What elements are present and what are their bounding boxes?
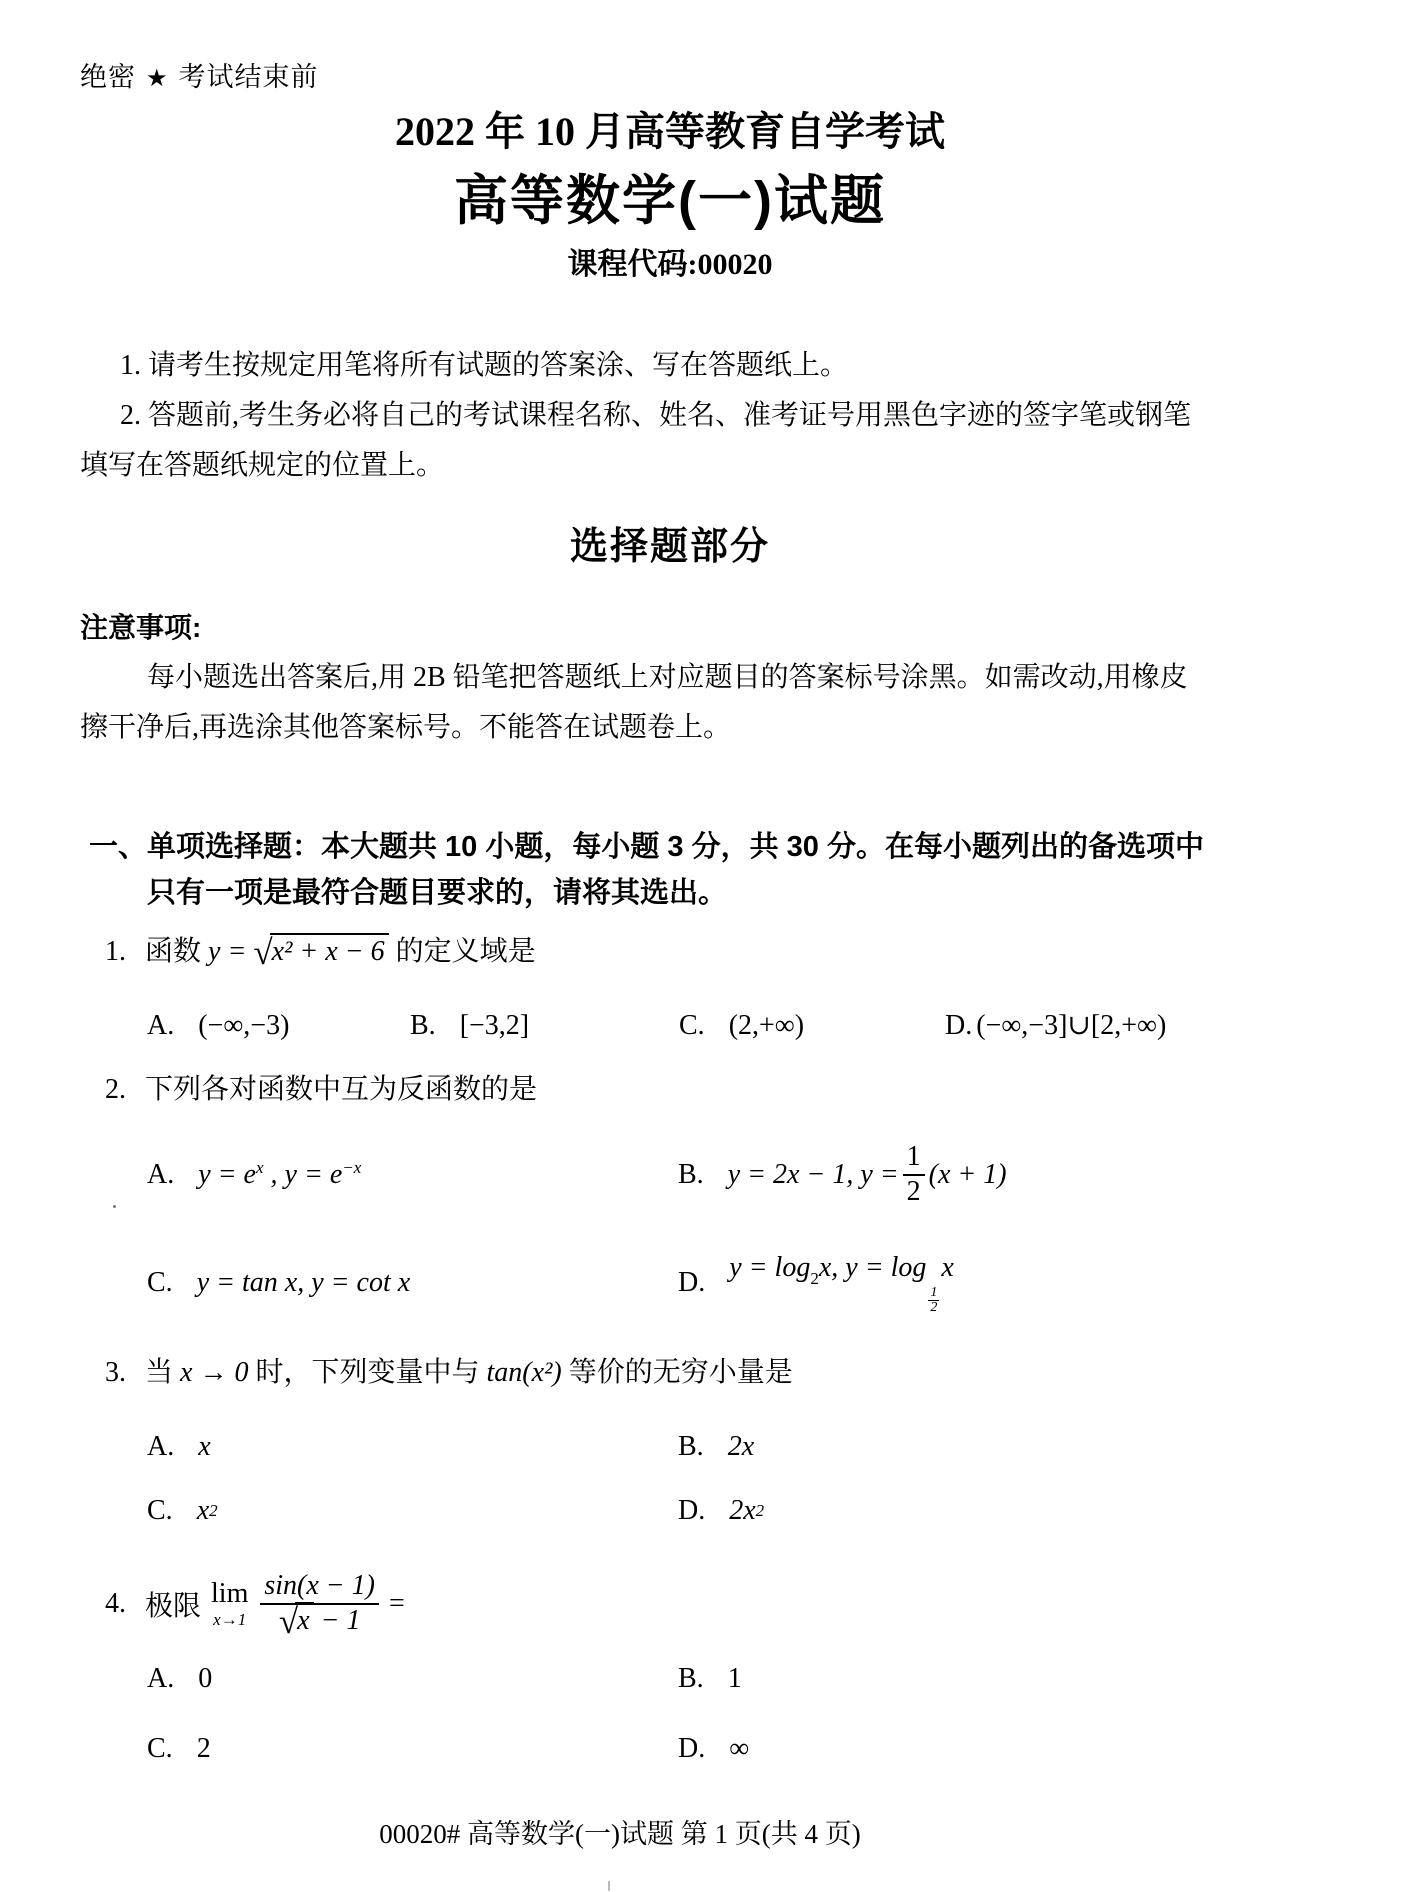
q3-option-c: C. x 2: [147, 1493, 678, 1529]
question-3-options-ab: [80, 1429, 1420, 1465]
q1-option-b: [410, 1008, 679, 1044]
note-line-2: 擦干净后,再选涂其他答案标号。不能答在试题卷上。: [80, 712, 732, 743]
option-text: 2x: [729, 1495, 756, 1526]
section-title-wrap: [80, 524, 1260, 570]
option-label: C.: [147, 1495, 173, 1526]
option-label: D.: [678, 1266, 706, 1298]
fraction-numerator: 1: [903, 1142, 925, 1176]
instruction-2: 2. 答题前,考生务必将自己的考试课程名称、姓名、准考证号用黑色字迹的签字笔或钢笔: [120, 400, 1192, 431]
question-3-number: 3.: [105, 1357, 126, 1388]
option-label: A.: [147, 1010, 175, 1041]
radical-sign-icon: √: [253, 933, 273, 972]
security-pre-label: 绝密: [80, 62, 136, 92]
option-text: (−∞,−3]∪[2,+∞): [976, 1010, 1167, 1041]
fraction-denominator: [278, 1601, 361, 1641]
question-1-text-post: 的定义域是: [388, 936, 536, 967]
option-label: A.: [147, 1431, 175, 1462]
denominator-radical: [278, 1601, 314, 1641]
q1-formula-lead: y =: [208, 936, 254, 967]
equals-sign: =: [389, 1587, 405, 1619]
formula-part: − 1: [313, 1604, 361, 1636]
lim-subscript: x→1: [213, 1609, 247, 1629]
option-formula: y = tan x, y = cot x: [196, 1266, 411, 1298]
question-3-stem: [105, 1353, 1420, 1393]
radicand: x: [295, 1602, 313, 1636]
q1-radical: [253, 933, 388, 972]
course-code: 课程代码:00020: [567, 248, 773, 281]
security-post-label: 考试结束前: [178, 62, 319, 92]
question-1-options: [80, 1008, 1420, 1044]
header-block: [80, 108, 1260, 284]
option-label: A.: [147, 1159, 175, 1190]
question-2-options-ab: [80, 1138, 1420, 1212]
fraction: [260, 1570, 379, 1641]
formula-part: x: [941, 1252, 954, 1283]
option-label: B.: [678, 1662, 704, 1694]
q1-option-c: [679, 1008, 945, 1044]
option-text: (2,+∞): [728, 1010, 805, 1041]
q4-option-a: [147, 1661, 678, 1697]
question-3-text: 等价的无穷小量是: [561, 1357, 793, 1388]
option-formula: [728, 1142, 1007, 1208]
option-label: C.: [147, 1266, 173, 1298]
q2-option-b: [678, 1142, 1007, 1208]
q3-option-d: D. 2x 2: [678, 1493, 764, 1529]
option-label: C.: [679, 1010, 705, 1041]
question-2-text: 下列各对函数中互为反函数的是: [145, 1074, 538, 1105]
q1-radicand: x² + x − 6: [270, 933, 389, 967]
question-2-options-cd: [80, 1250, 1420, 1315]
formula-part: y = 2x − 1, y =: [727, 1159, 899, 1190]
exam-session-title: 2022 年 10 月高等教育自学考试: [395, 109, 945, 154]
option-text: ∞: [729, 1732, 750, 1764]
exam-subject-title: 高等数学(一)试题: [454, 171, 886, 231]
formula-part: y = log: [729, 1252, 811, 1283]
question-4-options-ab: [80, 1661, 1420, 1697]
option-text: x: [196, 1495, 210, 1526]
option-text: [−3,2]: [459, 1010, 530, 1041]
question-4-number: 4.: [105, 1587, 126, 1619]
star-icon: ★: [146, 65, 169, 92]
limit-operator: [211, 1577, 249, 1629]
option-label: D.: [678, 1495, 706, 1526]
question-2-stem: [105, 1070, 1420, 1110]
scan-artifact-dot: [113, 1205, 116, 1208]
scan-artifact-mark: [608, 1881, 610, 1891]
option-label: D.: [678, 1732, 706, 1764]
q2-option-d: [678, 1250, 954, 1315]
radical-sign-icon: √: [278, 1601, 299, 1641]
formula-part: (x + 1): [928, 1159, 1007, 1190]
subscript-fraction: [928, 1286, 939, 1315]
instruction-2-continued: 填写在答题纸规定的位置上。: [80, 450, 445, 481]
lim-word: lim: [211, 1577, 249, 1609]
option-label: B.: [678, 1159, 704, 1190]
fraction: [903, 1142, 925, 1208]
note-line-1: 每小题选出答案后,用 2B 铅笔把答题纸上对应题目的答案标号涂黑。如需改动,用橡皮: [147, 662, 1188, 693]
option-text: (−∞,−3): [198, 1010, 290, 1041]
option-formula: [198, 1157, 361, 1193]
q4-option-c: [147, 1731, 678, 1767]
option-text: 0: [198, 1662, 213, 1694]
option-text: 1: [727, 1662, 742, 1694]
question-3-text: 时，下列变量中与: [248, 1357, 487, 1388]
question-1-text-pre: 函数: [145, 936, 209, 967]
q4-option-d: [678, 1731, 749, 1767]
question-3-options-cd: [80, 1493, 1420, 1529]
option-label: A.: [147, 1662, 175, 1694]
part-1-heading-line2: 只有一项是最符合题目要求的，请将其选出。: [147, 877, 728, 909]
page-footer: 00020# 高等数学(一)试题 第 1 页(共 4 页): [379, 1818, 861, 1849]
instruction-1: 1. 请考生按规定用笔将所有试题的答案涂、写在答题纸上。: [120, 350, 849, 381]
question-1-number: 1.: [105, 936, 126, 967]
formula-part: x → 0: [180, 1357, 249, 1388]
q3-option-b: [678, 1429, 754, 1465]
question-4-stem: [105, 1570, 1420, 1641]
fraction-numerator: 1: [930, 1285, 938, 1300]
fraction-denominator: 2: [906, 1176, 921, 1207]
question-2-number: 2.: [105, 1074, 126, 1105]
superscript: x: [255, 1158, 264, 1177]
question-1-stem: [105, 932, 1420, 972]
question-3-text: 当: [145, 1357, 181, 1388]
q2-option-c: [147, 1265, 678, 1301]
subscript: 2: [810, 1269, 819, 1288]
option-text: x: [198, 1431, 211, 1462]
formula-part: x, y = log: [818, 1252, 927, 1283]
option-label: D.: [945, 1010, 973, 1041]
part-1-heading-line1: 一、单项选择题：本大题共 10 小题，每小题 3 分，共 30 分。在每小题列出的备选项中: [89, 831, 1204, 863]
notes-heading: 注意事项:: [80, 612, 202, 643]
formula-part: tan(x²): [486, 1357, 562, 1388]
formula-part: , y = e: [263, 1159, 343, 1190]
option-text: 2: [196, 1732, 211, 1764]
question-4-options-cd: [80, 1731, 1420, 1767]
option-formula: [729, 1250, 954, 1315]
option-label: C.: [147, 1732, 173, 1764]
option-text: 2x: [727, 1431, 755, 1462]
q1-option-a: [147, 1008, 410, 1044]
q4-option-b: [678, 1661, 742, 1697]
formula-part: y = e: [198, 1159, 256, 1190]
section-title: 选择题部分: [569, 526, 770, 568]
part-1-heading: [89, 824, 1420, 916]
option-label: B.: [410, 1010, 436, 1041]
fraction-numerator: sin(x − 1): [260, 1571, 379, 1605]
option-label: B.: [678, 1431, 704, 1462]
q2-option-a: [147, 1157, 678, 1193]
security-classification: [80, 62, 1420, 94]
fraction-denominator: 2: [930, 1300, 938, 1315]
superscript: −x: [342, 1158, 362, 1177]
question-4-text: 极限: [145, 1590, 202, 1622]
q1-option-d: [945, 1008, 1166, 1044]
q3-option-a: [147, 1429, 678, 1465]
